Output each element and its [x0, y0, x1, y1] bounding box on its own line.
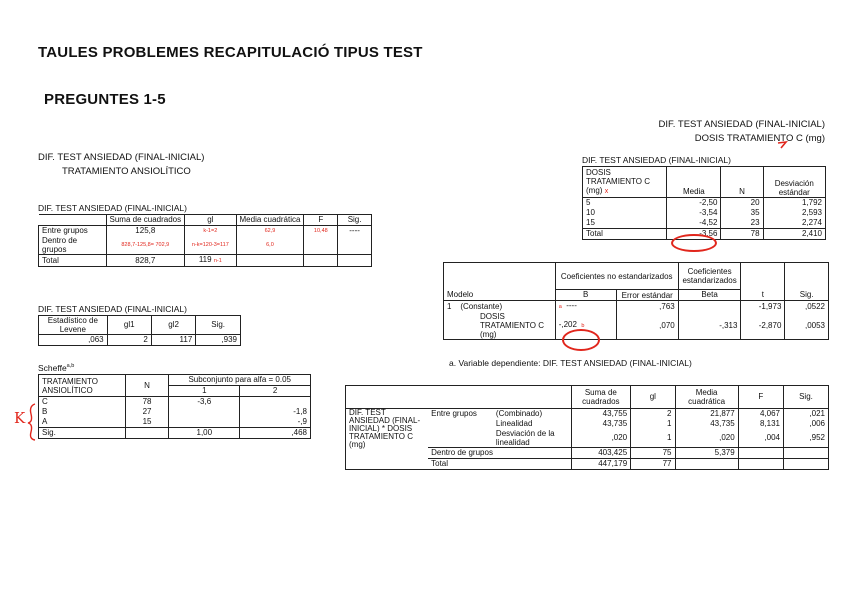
coef-header-sig: Sig.: [785, 263, 829, 301]
anova-header-ms: Media cuadrática: [236, 215, 304, 226]
desc-header-sd: Desviación estándar: [763, 167, 825, 198]
desc-sd-value: 2,410: [763, 229, 825, 240]
scheffe-sup: a,b: [66, 363, 75, 370]
scheffe-header-s2: 2: [240, 386, 311, 397]
lin-header-ms: Media cuadrática: [675, 386, 738, 409]
anova-caption: DIF. TEST ANSIEDAD (FINAL-INICIAL): [38, 203, 187, 213]
lin-gl-value: 1: [631, 419, 675, 429]
scheffe-s1-value: [169, 407, 240, 417]
lin-ms-value: [675, 459, 738, 470]
scheffe-n-value: 78: [125, 397, 169, 408]
anova-sig-value: ----: [338, 226, 372, 237]
anova-row-label: Dentro de grupos: [39, 236, 107, 255]
lin-group-label: Dentro de grupos: [431, 448, 493, 457]
scheffe-s2-value: ,468: [240, 428, 311, 439]
desc-media-value: -3,54: [667, 208, 721, 218]
scheffe-row-label: C: [39, 397, 126, 408]
lin-sub-label: (Combinado): [495, 409, 543, 418]
coef-row-label: DOSIS TRATAMIENTO C (mg): [444, 312, 556, 340]
coef-header-b: B: [555, 290, 616, 301]
lin-ms-value: ,020: [675, 429, 738, 448]
desc-caption: DIF. TEST ANSIEDAD (FINAL-INICIAL): [582, 155, 731, 165]
lin-header-ss: Suma de cuadrados: [571, 386, 631, 409]
scheffe-s2-value: [240, 397, 311, 408]
lin-gl-value: 1: [631, 429, 675, 448]
anova-ms-value: 6,0: [236, 236, 304, 255]
scheffe-header-subset: Subconjunto para alfa = 0.05: [169, 375, 311, 386]
lin-f-value: ,004: [738, 429, 783, 448]
coef-mark: a: [558, 304, 562, 310]
coef-header-beta: Beta: [678, 290, 741, 301]
lin-gl-value: 77: [631, 459, 675, 470]
scheffe-s1-value: -3,6: [169, 397, 240, 408]
lin-group-label: Entre grupos: [431, 409, 477, 418]
lin-ms-value: 43,735: [675, 419, 738, 429]
anova-gl-value: n-k=120-3=117: [185, 236, 236, 255]
scheffe-header-group: TRATAMIENTO ANSIOLÍTICO: [39, 375, 126, 397]
levene-value: ,939: [196, 335, 241, 346]
lin-sub-label: Desviación de la linealidad: [495, 429, 555, 447]
levene-header-gl1: gl1: [107, 316, 151, 335]
coef-header-se: Error estándar: [616, 290, 678, 301]
desc-row-label: 5: [583, 198, 667, 209]
page-title: TAULES PROBLEMES RECAPITULACIÓ TIPUS TEST: [38, 44, 423, 61]
coef-t-value: -2,870: [741, 312, 785, 340]
desc-n-value: 23: [721, 218, 763, 229]
coef-beta-value: -,313: [678, 312, 741, 340]
scheffe-s1-value: 1,00: [169, 428, 240, 439]
scheffe-n-value: 27: [125, 407, 169, 417]
lin-ss-value: 43,735: [571, 419, 631, 429]
lin-header-sig: Sig.: [784, 386, 829, 409]
levene-value: ,063: [39, 335, 108, 346]
anova-table: [38, 214, 372, 267]
lin-ms-value: 5,379: [675, 448, 738, 459]
lin-sig-value: [784, 448, 829, 459]
coef-se-value: ,763: [616, 301, 678, 313]
anova-sig-value: [338, 255, 372, 267]
desc-header-media: Media: [667, 167, 721, 198]
anova-gl-value: k-1=2: [185, 226, 236, 237]
anova-header-sig: Sig.: [338, 215, 372, 226]
coef-footnote: a. Variable dependiente: DIF. TEST ANSIEDAD (FINAL-INICIAL): [449, 358, 692, 368]
desc-header-dose: [583, 167, 667, 198]
scheffe-header-n: N: [125, 375, 169, 397]
anova-header-gl: gl: [185, 215, 236, 226]
left-section-title-2: TRATAMIENTO ANSIOLÍTICO: [62, 166, 191, 177]
coef-b-text: ----: [566, 301, 577, 310]
desc-media-value: -3,56: [667, 229, 721, 240]
annotation-circle-b: [562, 329, 600, 351]
linearity-anova-table: [345, 385, 829, 470]
margin-brace-icon: [26, 402, 38, 442]
levene-header-gl2: gl2: [151, 316, 195, 335]
desc-row-label: 15: [583, 218, 667, 229]
scheffe-header-s1: 1: [169, 386, 240, 397]
annotation-mark-icon: [776, 140, 790, 150]
scheffe-row-label: A: [39, 417, 126, 428]
right-header-1: DIF. TEST ANSIEDAD (FINAL-INICIAL): [658, 119, 825, 130]
levene-value: 2: [107, 335, 151, 346]
lin-ss-value: 43,755: [571, 409, 631, 420]
scheffe-s2-value: -,9: [240, 417, 311, 428]
levene-caption: DIF. TEST ANSIEDAD (FINAL-INICIAL): [38, 304, 187, 314]
coef-se-value: ,070: [616, 312, 678, 340]
anova-gl-total: 119: [198, 255, 212, 264]
anova-gl-value: [185, 255, 236, 267]
lin-f-value: [738, 459, 783, 470]
scheffe-s2-value: -1,8: [240, 407, 311, 417]
scheffe-n-value: 15: [125, 417, 169, 428]
scheffe-table: [38, 374, 311, 439]
coef-header-unstd: Coeficientes no estandarizados: [555, 263, 678, 290]
levene-header-sig: Sig.: [196, 316, 241, 335]
coef-t-value: -1,973: [741, 301, 785, 313]
coef-header-std: Coeficientes estandarizados: [678, 263, 741, 290]
anova-ss-value: 828,7: [106, 255, 185, 267]
coef-table: [443, 262, 829, 340]
desc-row-label: 10: [583, 208, 667, 218]
lin-gl-value: 2: [631, 409, 675, 420]
anova-sig-value: [338, 236, 372, 255]
coef-header-model: Modelo: [444, 263, 556, 301]
lin-ss-value: ,020: [571, 429, 631, 448]
coef-mark: b: [581, 323, 585, 329]
coef-sig-value: ,0053: [785, 312, 829, 340]
desc-dose-label: DOSIS TRATAMIENTO C (mg): [586, 168, 650, 195]
anova-row-label: Total: [39, 255, 107, 267]
lin-group-label: [428, 419, 493, 429]
anova-header-ss: Suma de cuadrados: [106, 215, 185, 226]
anova-ms-value: 62,9: [236, 226, 304, 237]
margin-note-k: K: [14, 409, 26, 427]
lin-sub-label: Linealidad: [495, 419, 533, 428]
lin-header-blank: [346, 386, 572, 409]
lin-ss-value: 403,425: [571, 448, 631, 459]
levene-table: [38, 315, 241, 346]
anova-gl-note: n-1: [213, 258, 222, 264]
anova-ss-value: 828,7-125,8= 702,9: [106, 236, 185, 255]
lin-ss-value: 447,179: [571, 459, 631, 470]
anova-ms-value: [236, 255, 304, 267]
desc-sd-value: 1,792: [763, 198, 825, 209]
scheffe-row-label: B: [39, 407, 126, 417]
desc-n-value: 78: [721, 229, 763, 240]
left-section-title-1: DIF. TEST ANSIEDAD (FINAL-INICIAL): [38, 152, 205, 163]
anova-row-label: Entre grupos: [39, 226, 107, 237]
lin-sig-value: ,006: [784, 419, 829, 429]
anova-f-value: 10,48: [304, 226, 338, 237]
anova-ss-value: 125,8: [106, 226, 185, 237]
desc-media-value: -4,52: [667, 218, 721, 229]
desc-media-value: -2,50: [667, 198, 721, 209]
coef-header-t: t: [741, 263, 785, 301]
desc-sd-value: 2,593: [763, 208, 825, 218]
lin-group-label: [428, 429, 493, 448]
desc-dose-mark: x: [604, 188, 609, 195]
desc-header-n: N: [721, 167, 763, 198]
lin-group-label: Total: [431, 459, 449, 468]
coef-b-text: -,202: [558, 320, 577, 329]
lin-f-value: [738, 448, 783, 459]
lin-f-value: 8,131: [738, 419, 783, 429]
desc-n-value: 35: [721, 208, 763, 218]
anova-f-value: [304, 236, 338, 255]
coef-sig-value: ,0522: [785, 301, 829, 313]
lin-header-f: F: [738, 386, 783, 409]
levene-value: 117: [151, 335, 195, 346]
scheffe-row-label: Sig.: [39, 428, 126, 439]
lin-f-value: 4,067: [738, 409, 783, 420]
lin-header-gl: gl: [631, 386, 675, 409]
scheffe-title: Scheffe: [38, 363, 67, 373]
coef-b-value: [555, 301, 616, 313]
coef-row-label: [444, 301, 556, 313]
right-header-2: DOSIS TRATAMIENTO C (mg): [694, 133, 825, 144]
coef-beta-value: [678, 301, 741, 313]
desc-n-value: 20: [721, 198, 763, 209]
desc-table: [582, 166, 826, 240]
lin-sig-value: ,021: [784, 409, 829, 420]
levene-header-stat: Estadístico de Levene: [39, 316, 108, 335]
lin-ms-value: 21,877: [675, 409, 738, 420]
desc-row-label: Total: [583, 229, 667, 240]
lin-sig-value: [784, 459, 829, 470]
scheffe-s1-value: [169, 417, 240, 428]
scheffe-n-value: [125, 428, 169, 439]
anova-f-value: [304, 255, 338, 267]
coef-row-num: 1: [447, 301, 452, 311]
page-subtitle: PREGUNTES 1-5: [44, 91, 166, 108]
coef-row-text: (Constante): [460, 301, 503, 311]
scheffe-caption: [38, 363, 74, 373]
annotation-circle-mean: [671, 234, 717, 252]
lin-dep-label: DIF. TEST ANSIEDAD (FINAL-INICIAL) * DOSIS TRATAMIENTO C (mg): [346, 409, 429, 470]
anova-header-f: F: [304, 215, 338, 226]
lin-gl-value: 75: [631, 448, 675, 459]
desc-sd-value: 2,274: [763, 218, 825, 229]
lin-sig-value: ,952: [784, 429, 829, 448]
